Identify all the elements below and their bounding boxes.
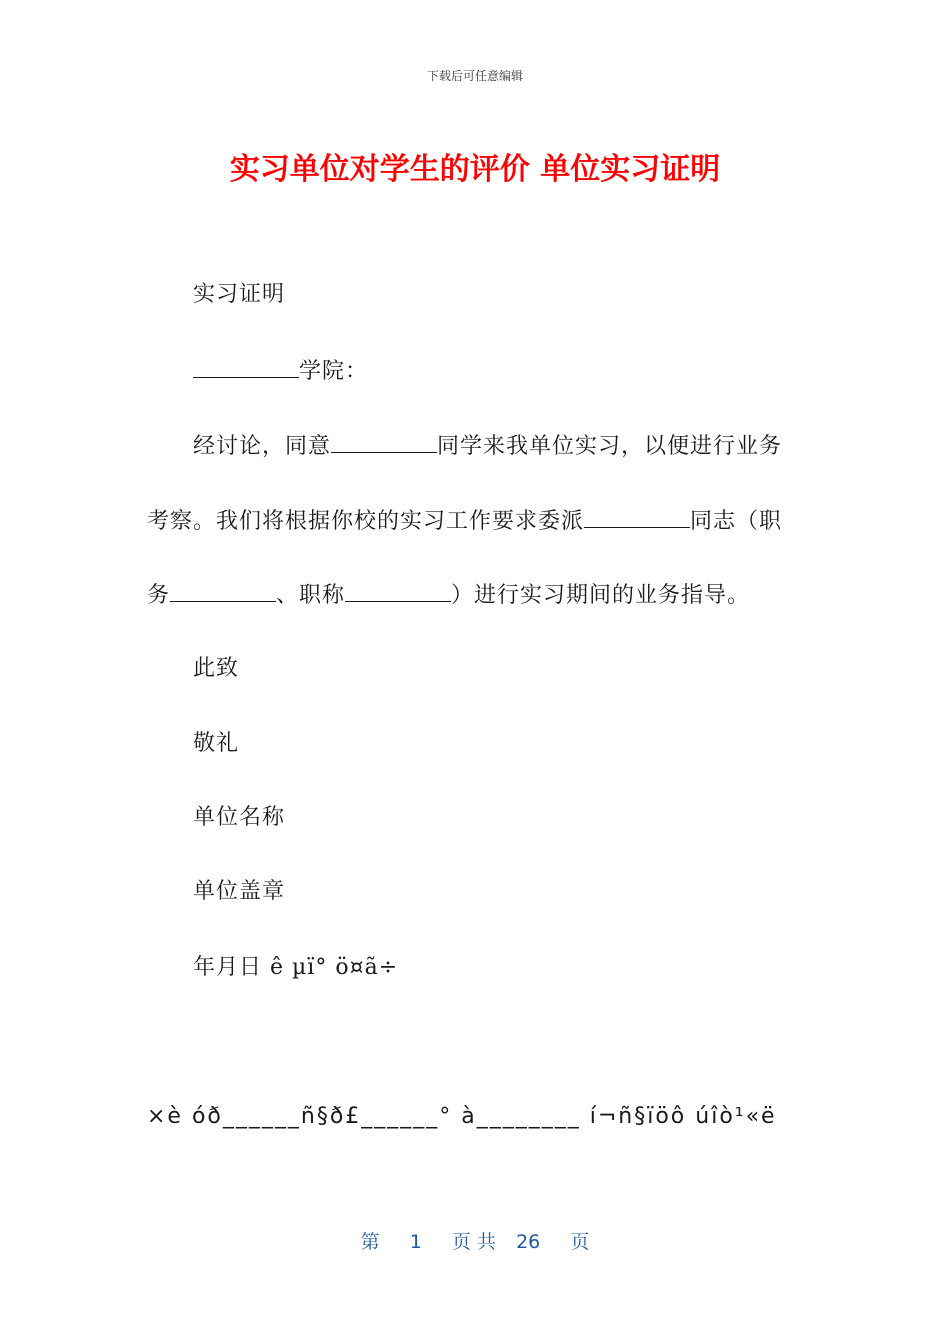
date-line: 年月日 ê µï° ö¤ã÷ (193, 955, 399, 980)
p1-text-b: 同学来我单位实习，以便进行业务 (437, 434, 783, 459)
header-note: 下载后可任意编辑 (426, 69, 523, 83)
document-title: 实习单位对学生的评价 单位实习证明 (229, 152, 721, 187)
footer-middle: 页 共 (451, 1231, 496, 1253)
college-suffix: 学院： (299, 359, 369, 384)
footer-suffix: 页 (570, 1231, 590, 1253)
footer-total-pages: 26 (516, 1231, 541, 1253)
page-footer (0, 1227, 950, 1254)
title-blank (345, 579, 451, 602)
certificate-heading: 实习证明 (193, 282, 286, 307)
college-blank (193, 355, 299, 378)
student-blank (331, 430, 437, 453)
paragraph-line-1 (193, 430, 782, 462)
unit-seal-label: 单位盖章 (193, 879, 286, 904)
college-line (193, 355, 368, 387)
p2-text-b: 同志（职 (690, 509, 783, 534)
paragraph-line-2 (147, 505, 782, 537)
closing-cizhi: 此致 (193, 656, 240, 681)
closing-jingli: 敬礼 (193, 731, 240, 756)
supervisor-blank (584, 505, 690, 528)
garbled-text-line: ×è óð______ñ§ð£______° à________ í¬ñ§ïöô úîò¹«ë (147, 1104, 777, 1129)
unit-name-label: 单位名称 (193, 805, 286, 830)
p1-text-a: 经讨论，同意 (193, 434, 332, 459)
p3-text-c: ）进行实习期间的业务指导。 (451, 583, 751, 608)
footer-prefix: 第 (360, 1231, 380, 1253)
paragraph-line-3 (147, 579, 750, 611)
p2-text-a: 考察。我们将根据你校的实习工作要求委派 (147, 509, 585, 534)
footer-page-number: 1 (409, 1231, 422, 1253)
p3-text-b: 、职称 (276, 583, 346, 608)
p3-text-a: 务 (147, 583, 171, 608)
position-blank (170, 579, 276, 602)
